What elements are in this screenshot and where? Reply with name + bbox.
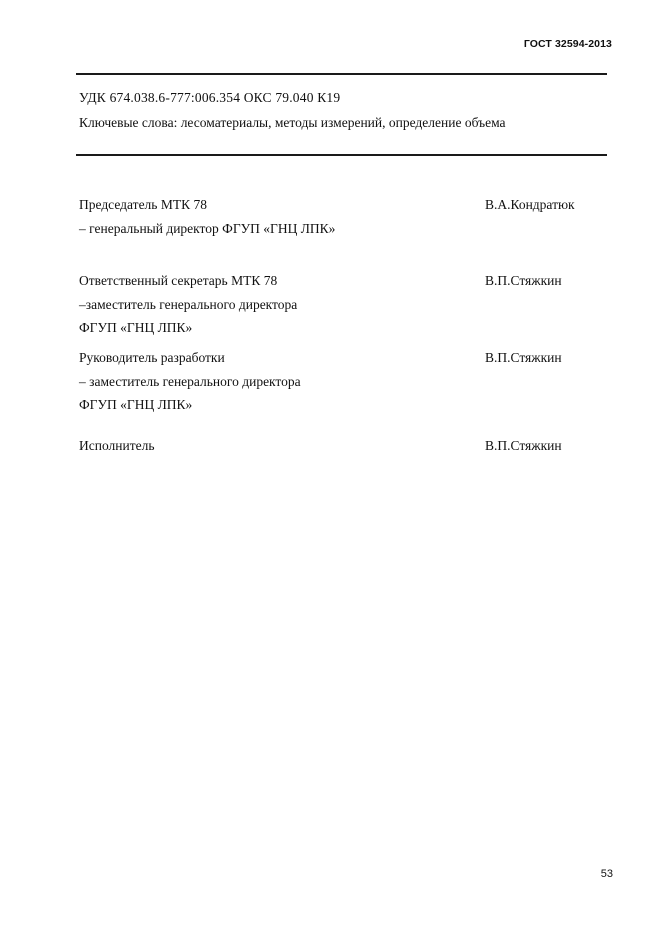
- signatory-role-line: ФГУП «ГНЦ ЛПК»: [79, 320, 193, 335]
- signatory-role-line: Исполнитель: [79, 438, 155, 453]
- bottom-divider: [76, 154, 607, 156]
- signatory-role-line: – заместитель генерального директора: [79, 373, 301, 389]
- keywords-line: Ключевые слова: лесоматериалы, методы измерений, определение объема: [79, 115, 506, 130]
- signatory-name: В.П.Стяжкин: [485, 350, 562, 365]
- signatory-role-line: – генеральный директор ФГУП «ГНЦ ЛПК»: [79, 220, 336, 236]
- signatory-role-line: –заместитель генерального директора: [79, 296, 298, 312]
- signatory-role-line: Ответственный секретарь МТК 78: [79, 273, 278, 288]
- standard-header: ГОСТ 32594-2013: [523, 38, 612, 50]
- signatory-entry: [79, 434, 609, 458]
- udk-classification-line: УДК 674.038.6-777:006.354 ОКС 79.040 К19: [79, 90, 341, 105]
- signatory-role-line: Председатель МТК 78: [79, 197, 207, 212]
- signatory-entry: [79, 193, 609, 240]
- signatory-entry: [79, 346, 609, 417]
- top-divider: [76, 73, 607, 75]
- page-number: 53: [600, 868, 613, 880]
- signatory-name: В.А.Кондратюк: [485, 197, 575, 212]
- signatory-role-line: ФГУП «ГНЦ ЛПК»: [79, 397, 193, 412]
- signatory-name: В.П.Стяжкин: [485, 273, 562, 288]
- signatory-name: В.П.Стяжкин: [485, 438, 562, 453]
- signatory-role-line: Руководитель разработки: [79, 350, 225, 365]
- signatory-entry: [79, 269, 609, 340]
